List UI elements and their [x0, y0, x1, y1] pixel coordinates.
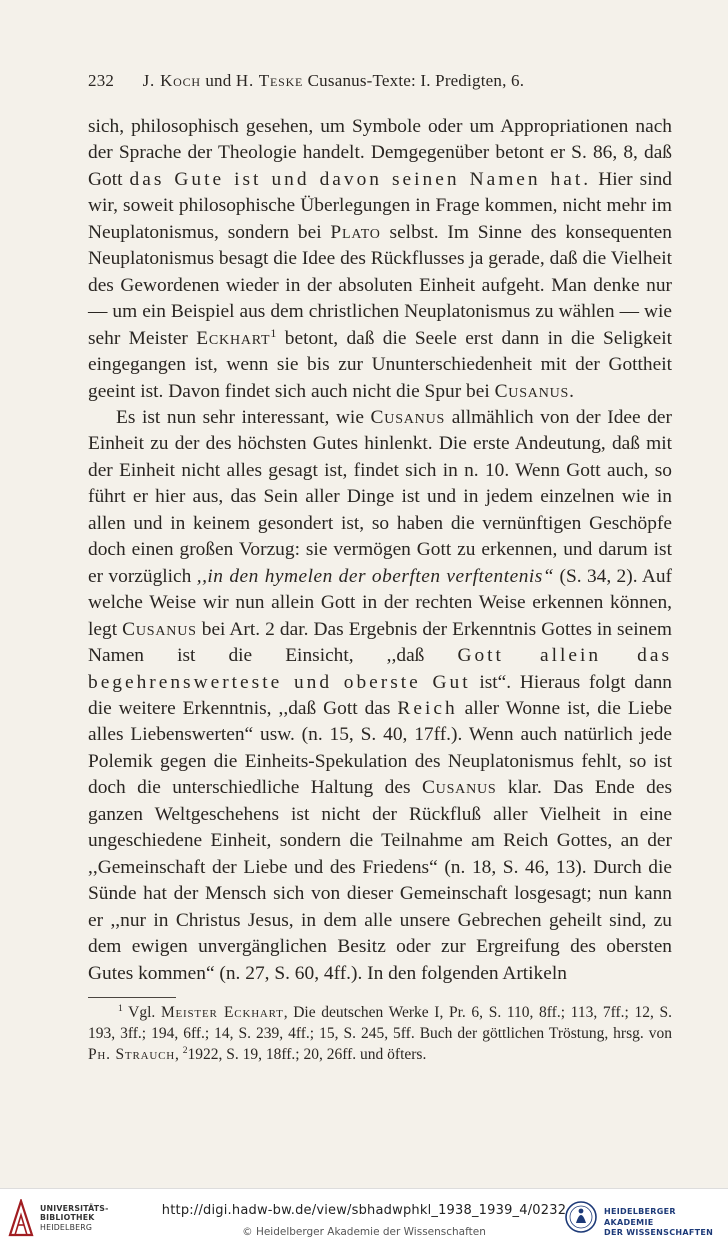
footer-bar [0, 1188, 728, 1247]
name-cusanus: Cusanus [122, 618, 197, 640]
academy-seal-icon[interactable] [565, 1199, 597, 1235]
running-head [88, 70, 608, 92]
footnote-1 [88, 1002, 672, 1065]
name-eckhart: Eckhart [196, 327, 271, 349]
spaced-emphasis: Reich [397, 697, 458, 719]
running-title: Cusanus-Texte: I. Predigten, 6. [307, 71, 525, 90]
fraktur-quote: ,,in den hymelen der oberften verftentenis“ [196, 565, 555, 587]
copyright-notice: © Heidelberger Akademie der Wissenschaften [242, 1226, 486, 1238]
footnote-reference: 1 [270, 325, 277, 340]
name-strauch: Ph. Strauch [88, 1046, 175, 1063]
text-run: Es ist nun sehr interessant, wie [116, 406, 371, 428]
library-line-1: UNIVERSITÄTS- [40, 1204, 109, 1213]
text-run: . [569, 380, 574, 402]
author-conjunction: und [205, 71, 232, 90]
text-run: bei Art. 2 dar. Das Ergebnis der Erkenntnis Gottes in seinem Namen ist die Einsicht, ,,daß [88, 618, 672, 667]
permalink-url[interactable]: http://digi.hadw-bw.de/view/sbhadwphkl_1938_1939_4/0232 [161, 1203, 567, 1218]
body-text [88, 114, 672, 987]
text-run: Vgl. [122, 1004, 161, 1021]
footnote-number: 1 [118, 1003, 123, 1015]
text-run: selbst. Im Sinne des konsequenten Neuplatonismus besagt die Idee des Rückflusses ja gerade, daß die Vielheit des Gewordenen wieder in der absoluten Einheit aufgeht. Man denke nur — um ein Beispiel aus dem christlichen Neuplatonismus zu wählen — wie sehr Meister [88, 221, 672, 349]
text-run: , [174, 1046, 183, 1063]
text-run: , Die deutschen Werke I, Pr. 6, S. 110, 8ff.; 113, 7ff.; 12, S. 193, 3ff.; 194, 6ff.; 14, S. 239, 4ff.; 15, S. 245, 5ff. Buch der göttlichen Tröstung, hrsg. von [88, 1004, 672, 1042]
academy-line-2: DER WISSENSCHAFTEN [604, 1228, 714, 1237]
edition-superscript: 2 [182, 1045, 188, 1057]
text-run: ist“. Hieraus folgt dann die weitere Erkenntnis, ,,daß Gott das [88, 671, 672, 719]
library-line-3: HEIDELBERG [40, 1222, 93, 1232]
academy-line-1: HEIDELBERGER AKADEMIE [604, 1207, 676, 1227]
academy-name [604, 1207, 728, 1239]
text-run: betont, daß die Seele erst dann in die Seligkeit eingegangen ist, wenn sie bis zur Ununterschiedenheit mit der Gottheit geeint ist. Davon findet sich auch nicht die Spur bei [88, 327, 672, 402]
paragraph-1 [88, 114, 672, 405]
text-run: aller Wonne ist, die Liebe alles Liebenswerten“ usw. (n. 15, S. 40, 17ff.). Wenn auch natürlich jede Polemik gegen die Einheits-Spekulation des Neuplatonismus fehlt, so ist doch die unterschiedliche Haltung des [88, 697, 672, 799]
page-number: 232 [88, 71, 115, 90]
paragraph-2 [88, 405, 672, 987]
author-koch: J. Koch [142, 71, 201, 90]
name-plato: Plato [330, 221, 381, 243]
name-meister-eckhart: Meister Eckhart [160, 1004, 284, 1021]
name-cusanus: Cusanus [421, 777, 497, 799]
library-line-2: BIBLIOTHEK [40, 1213, 95, 1223]
text-run: allmählich von der Idee der Einheit zu der des höchsten Gutes hinlenkt. Die erste Andeutung, daß mit der Einheit nicht alles gesagt ist, findet sich in n. 10. Wenn Gott auch, so führt er hier aus, das Sein aller Dinge ist und in jedem einzelnen wie in allen und in keinem gesondert ist, so haben die vernünftigen Geschöpfe doch einen großen Vorzug: sie vermögen Gott zu erkennen, und darum ist er vorzüglich [88, 406, 672, 587]
text-run: klar. Das Ende des ganzen Weltgeschehens ist nicht der Rückfluß aller Vielheit in eine ungeschiedene Einheit, sondern die Teilnahme am Reich Gottes, an der ,,Gemeinschaft der Liebe und des Friedens“ (n. 18, S. 46, 13). Durch die Sünde hat der Mensch sich von dieser Gemeinschaft losgesagt; nun kann er ,,nur in Christus Jesus, in dem alle unsere Gebrechen geheilt sind, zu dem ewigen unvergänglichen Besitz oder zur Ergreifung des obersten Gutes kommen“ (n. 27, S. 60, 4ff.). In den folgenden Artikeln [88, 777, 672, 984]
spaced-emphasis: Gott allein das begehrenswerteste und oberste Gut [88, 645, 672, 693]
author-teske: H. Teske [235, 71, 304, 90]
text-run: 1922, S. 19, 18ff.; 20, 26ff. und öfters. [187, 1046, 427, 1063]
footnote-divider [88, 997, 176, 998]
name-cusanus: Cusanus [370, 406, 446, 428]
text-run: (S. 34, 2). Auf welche Weise wir nun allein Gott in der rechten Weise erkennen können, legt [88, 565, 672, 640]
spaced-emphasis: das Gute ist und davon seinen Namen hat. [129, 168, 592, 190]
text-run: Hier sind wir, soweit philosophische Überlegungen in Frage kommen, nicht mehr im Neuplatonismus, sondern bei [88, 168, 672, 243]
text-run: sich, philosophisch gesehen, um Symbole oder um Appropriationen nach der Sprache der Theologie handelt. Demgegenüber betont er S. 86, 8, daß Gott [88, 116, 672, 190]
name-cusanus: Cusanus [494, 380, 570, 402]
